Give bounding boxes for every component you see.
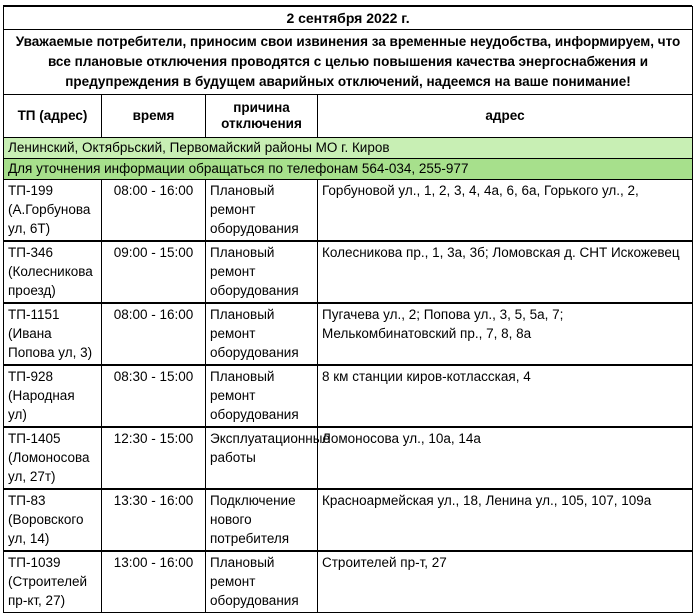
notice-row (4, 30, 693, 95)
reason-cell: Плановый ремонт оборудования (206, 180, 318, 242)
time-cell: 13:30 - 16:00 (102, 489, 206, 551)
time-cell: 08:00 - 16:00 (102, 303, 206, 365)
reason-cell: Подключение нового потребителя (206, 489, 318, 551)
header-tp: ТП (адрес) (4, 95, 102, 138)
tp-cell: ТП-1405 (Ломоносова ул, 27т) (4, 427, 102, 489)
address-cell: Строителей пр-т, 27 (318, 551, 693, 613)
outage-table (3, 6, 693, 613)
phones-row (4, 159, 693, 180)
reason-cell: Эксплуатационные работы (206, 427, 318, 489)
reason-cell: Плановый ремонт оборудования (206, 551, 318, 613)
table-row (4, 489, 693, 551)
time-cell: 13:00 - 16:00 (102, 551, 206, 613)
tp-cell: ТП-1151 (Ивана Попова ул, 3) (4, 303, 102, 365)
tp-cell: ТП-928 (Народная ул) (4, 365, 102, 427)
time-cell: 12:30 - 15:00 (102, 427, 206, 489)
reason-cell: Плановый ремонт оборудования (206, 365, 318, 427)
table-row (4, 303, 693, 365)
table-row (4, 365, 693, 427)
address-cell: Горбуновой ул., 1, 2, 3, 4, 4а, 6, 6а, Горького ул., 2, (318, 180, 693, 242)
tp-cell: ТП-346 (Колесникова проезд) (4, 241, 102, 303)
apology-notice: Уважаемые потребители, приносим свои извинения за временные неудобства, информируем, что все плановые отключения проводятся с целью повышения качества энергоснабжения и предупреждения в будущем аварийных отключений, надеемся на ваше понимание! (4, 30, 693, 95)
table-row (4, 241, 693, 303)
address-cell: Красноармейская ул., 18, Ленина ул., 105, 107, 109а (318, 489, 693, 551)
districts-text: Ленинский, Октябрьский, Первомайский районы МО г. Киров (4, 138, 693, 159)
schedule-date: 2 сентября 2022 г. (4, 7, 693, 30)
time-cell: 08:00 - 16:00 (102, 180, 206, 242)
table-row (4, 551, 693, 613)
tp-cell: ТП-199 (А.Горбунова ул, 6Т) (4, 180, 102, 242)
time-cell: 09:00 - 15:00 (102, 241, 206, 303)
header-time: время (102, 95, 206, 138)
header-address: адрес (318, 95, 693, 138)
districts-row (4, 138, 693, 159)
table-row (4, 180, 693, 242)
address-cell: 8 км станции киров-котласская, 4 (318, 365, 693, 427)
reason-cell: Плановый ремонт оборудования (206, 303, 318, 365)
phones-text: Для уточнения информации обращаться по телефонам 564-034, 255-977 (4, 159, 693, 180)
header-reason: причина отключения (206, 95, 318, 138)
time-cell: 08:30 - 15:00 (102, 365, 206, 427)
address-cell: Пугачева ул., 2; Попова ул., 3, 5, 5а, 7; Мелькомбинатовский пр., 7, 8, 8а (318, 303, 693, 365)
reason-cell: Плановый ремонт оборудования (206, 241, 318, 303)
table-row (4, 427, 693, 489)
tp-cell: ТП-83 (Воровского ул, 14) (4, 489, 102, 551)
address-cell: Ломоносова ул., 10а, 14а (318, 427, 693, 489)
date-row (4, 7, 693, 30)
tp-cell: ТП-1039 (Строителей пр-кт, 27) (4, 551, 102, 613)
table-header-row (4, 95, 693, 138)
address-cell: Колесникова пр., 1, 3а, 3б; Ломовская д. СНТ Искожевец (318, 241, 693, 303)
